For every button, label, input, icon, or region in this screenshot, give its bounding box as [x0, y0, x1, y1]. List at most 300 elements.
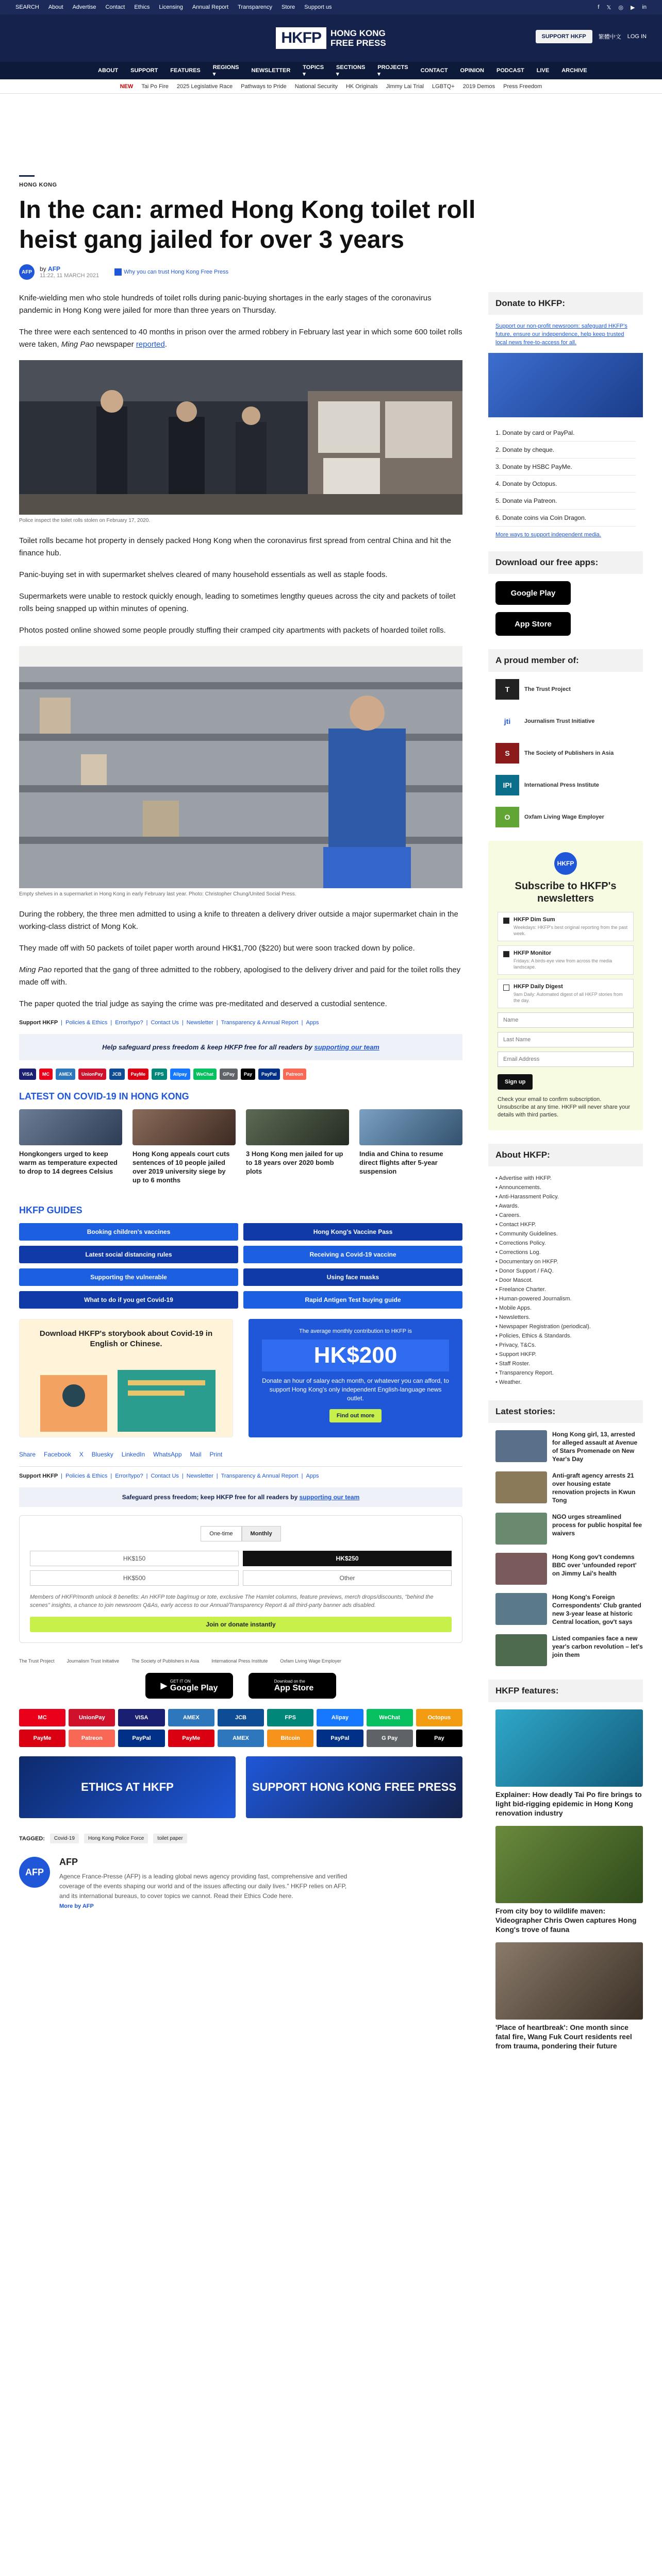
paragraph: The paper quoted the trial judge as saying the crime was pre-meditated and deserved a custodial sentence. [19, 999, 387, 1008]
last-name-input[interactable] [498, 1032, 634, 1047]
support-team-link[interactable]: supporting our team [314, 1043, 379, 1051]
top-link-transparency[interactable]: Transparency [238, 4, 272, 10]
author-box [19, 1857, 462, 1910]
newsletter-title: Subscribe to HKFP's newsletters [515, 880, 617, 904]
police-photo-illustration [19, 360, 462, 515]
publication-name: Ming Pao [19, 965, 52, 974]
newsletter-sub: 9am Daily: Automated digest of all HKFP stories from the day. [514, 992, 623, 1003]
error-typo-link[interactable]: Error/typo? [115, 1473, 143, 1479]
about-link[interactable]: • Documentary on HKFP. [495, 1257, 643, 1266]
youtube-icon[interactable]: ▶ [630, 4, 635, 11]
paypal-logo: PayPal [258, 1069, 280, 1080]
article-body [19, 292, 462, 2064]
latest-stories-widget [488, 1400, 643, 1666]
apps-link[interactable]: Apps [306, 1473, 319, 1479]
covid-section-title[interactable]: LATEST ON COVID-19 IN HONG KONG [19, 1091, 189, 1101]
support-banner[interactable]: SUPPORT HONG KONG FREE PRESS [246, 1756, 462, 1818]
apps-widget [488, 551, 643, 636]
policies-link[interactable]: Policies & Ethics [65, 1473, 108, 1479]
checkbox-checked[interactable] [503, 918, 509, 924]
about-link[interactable]: • Transparency Report. [495, 1368, 643, 1378]
nav-about[interactable]: ABOUT [98, 67, 119, 74]
guide-button[interactable]: Latest social distancing rules [19, 1246, 238, 1263]
publish-date: 11:22, 11 MARCH 2021 [40, 273, 100, 279]
article-columns [19, 292, 643, 2064]
about-link[interactable]: • Support HKFP. [495, 1350, 643, 1359]
apple-pay-logo: Pay [241, 1069, 255, 1080]
member-item[interactable] [495, 679, 643, 700]
nav-topics[interactable]: TOPICS ▾ [303, 64, 324, 77]
share-mail[interactable]: Mail [190, 1451, 202, 1458]
story-thumbnail [359, 1109, 462, 1145]
contact-us-link[interactable]: Contact Us [151, 1020, 179, 1026]
feature-story[interactable] [495, 1826, 643, 1934]
story-thumbnail [133, 1109, 236, 1145]
trending-link[interactable]: Press Freedom [503, 83, 542, 90]
feature-title: Explainer: How deadly Tai Po fire brings to light bid-rigging epidemic in Hong Kong renovation industry [495, 1790, 642, 1817]
top-utility-bar [0, 0, 662, 14]
nav-opinion[interactable]: OPINION [460, 67, 484, 74]
tag-link[interactable]: Covid-19 [50, 1834, 79, 1843]
about-link[interactable]: • Donor Support / FAQ. [495, 1266, 643, 1276]
about-link[interactable]: • Policies, Ethics & Standards. [495, 1331, 643, 1341]
patreon-logo: Patreon [283, 1069, 307, 1080]
find-out-more-button[interactable]: Find out more [329, 1409, 382, 1422]
paypal-logo: PayPal [317, 1730, 363, 1747]
membership-benefits: Members of HKFP/month unlock 8 benefits: An HKFP tote bag/mug or tote, exclusive The Hamlet columns, feature previews, merch drops/discounts, "behind the scenes" insights, a chance to join newsroom Q&As, early access to our Annual/Transparency Report & all third-party banner ads disabled. [30, 1594, 434, 1608]
guide-button[interactable]: Supporting the vulnerable [19, 1268, 238, 1286]
amount-option-selected[interactable]: HK$250 [243, 1551, 452, 1566]
about-link[interactable]: • Privacy, T&Cs. [495, 1341, 643, 1350]
about-link[interactable]: • Newsletters. [495, 1313, 643, 1322]
top-search-link[interactable]: SEARCH [15, 4, 39, 10]
transparency-link[interactable]: Transparency & Annual Report [221, 1473, 299, 1479]
author-box-name[interactable]: AFP [59, 1857, 78, 1867]
story-thumbnail [495, 1553, 547, 1585]
ethics-banner[interactable]: ETHICS AT HKFP [19, 1756, 236, 1818]
newsletter-option[interactable] [498, 945, 634, 975]
visa-logo: VISA [118, 1709, 164, 1726]
author-avatar[interactable]: AFP [19, 264, 35, 280]
latest-story[interactable] [488, 1513, 643, 1545]
oxfam-logo[interactable]: Oxfam Living Wage Employer [280, 1658, 341, 1664]
google-play-icon: ▶ [160, 1682, 167, 1690]
login-link[interactable]: LOG IN [627, 33, 647, 40]
story-title: 3 Hong Kong men jailed for up to 18 years over 2020 bomb plots [246, 1150, 343, 1175]
support-team-link[interactable]: supporting our team [299, 1494, 360, 1501]
share-linkedin[interactable]: LinkedIn [121, 1451, 145, 1458]
donate-option[interactable]: 3. Donate by HSBC PayMe. [495, 459, 636, 476]
paragraph [19, 326, 462, 351]
twitter-icon[interactable]: 𝕏 [606, 4, 611, 11]
language-link[interactable]: 繁體中文 [598, 34, 621, 40]
nav-features[interactable]: FEATURES [170, 67, 201, 74]
author-avatar-large[interactable]: AFP [19, 1857, 50, 1888]
newsletter-name: HKFP Dim Sum [514, 917, 555, 923]
apple-pay-logo: Pay [416, 1730, 462, 1747]
oxfam-icon: O [495, 807, 519, 827]
photo-caption: Police inspect the toilet rolls stolen on February 17, 2020. [19, 518, 151, 523]
jti-icon: jti [504, 717, 511, 725]
proud-member-widget [488, 649, 643, 827]
payme-logo: PayMe [19, 1730, 65, 1747]
alipay-logo: Alipay [170, 1069, 190, 1080]
help-safeguard-box [19, 1034, 462, 1060]
instagram-icon[interactable]: ◎ [618, 4, 623, 11]
covid-story-card[interactable] [359, 1109, 462, 1184]
top-link-store[interactable]: Store [282, 4, 295, 10]
header-actions [536, 30, 647, 43]
guide-button[interactable]: What to do if you get Covid-19 [19, 1291, 238, 1309]
share-facebook[interactable]: Facebook [44, 1451, 71, 1458]
feature-story[interactable] [495, 1709, 643, 1818]
story-thumbnail [495, 1430, 547, 1462]
help-text: Help safeguard press freedom & keep HKFP free for all readers by [102, 1043, 315, 1051]
nav-sections[interactable]: SECTIONS ▾ [336, 64, 366, 77]
support-hkfp-button[interactable]: SUPPORT HKFP [536, 30, 592, 43]
nav-live[interactable]: LIVE [536, 67, 550, 74]
share-whatsapp[interactable]: WhatsApp [153, 1451, 182, 1458]
tag-link[interactable]: Hong Kong Police Force [84, 1834, 148, 1843]
shelves-photo-illustration [19, 646, 462, 888]
story-thumbnail [495, 1593, 547, 1625]
covid-stories [19, 1109, 462, 1184]
story-thumbnail [19, 1109, 122, 1145]
member-logos [19, 1658, 462, 1664]
about-link[interactable]: • Freelance Charter. [495, 1285, 643, 1294]
trending-link[interactable]: HK Originals [345, 83, 378, 90]
visa-logo: VISA [19, 1069, 36, 1080]
tag-link[interactable]: toilet paper [153, 1834, 187, 1843]
payme-logo: PayMe [168, 1730, 214, 1747]
contribution-body: Donate an hour of salary each month, or whatever you can afford, to support Hong Kong's only independent English-language news outlet. [262, 1377, 449, 1402]
trending-link[interactable]: LGBTQ+ [432, 83, 455, 90]
guide-button[interactable]: Receiving a Covid-19 vaccine [243, 1246, 462, 1263]
sopa-logo[interactable]: The Society of Publishers in Asia [131, 1658, 200, 1664]
trending-link[interactable]: Tai Po Fire [141, 83, 169, 90]
member-item[interactable] [495, 711, 643, 732]
top-links [15, 4, 332, 10]
sign-up-button[interactable]: Sign up [498, 1074, 533, 1090]
sidebar-app-store-button[interactable]: App Store [495, 612, 571, 636]
kicker-divider [19, 175, 35, 177]
paragraph-text: The three were each sentenced to 40 months in prison over the armed robbery in February last year in which some 600 toilet rolls were taken, [19, 328, 462, 349]
nav-podcast[interactable]: PODCAST [496, 67, 524, 74]
newsletter-sub: Weekdays: HKFP's best original reporting from the past week. [514, 925, 628, 936]
app-store-label: App Store [274, 1683, 314, 1692]
about-link[interactable]: • Careers. [495, 1211, 643, 1220]
amount-option[interactable]: HK$150 [30, 1551, 239, 1566]
contribution-top: The average monthly contribution to HKFP is [299, 1328, 412, 1334]
top-link-support[interactable]: Support us [304, 4, 332, 10]
patreon-logo: Patreon [69, 1730, 115, 1747]
trust-link[interactable] [114, 268, 228, 276]
newsletter-name: HKFP Monitor [514, 950, 552, 956]
contact-us-link[interactable]: Contact Us [151, 1473, 179, 1479]
monthly-toggle[interactable]: Monthly [242, 1526, 281, 1541]
about-list [488, 1174, 643, 1387]
article-photo-police [19, 360, 462, 515]
donate-widget [488, 292, 643, 538]
amount-option[interactable]: HK$500 [30, 1570, 239, 1586]
newsletter-note: Check your email to confirm subscription. Unsubscribe at any time. HKFP will never share your details with third parties. [498, 1096, 631, 1118]
top-link-contact[interactable]: Contact [105, 4, 125, 10]
about-link[interactable]: • Corrections Log. [495, 1248, 643, 1257]
story-title: Hong Kong girl, 13, arrested for alleged assault at Avenue of Stars Promenade on New Year's Day [552, 1431, 638, 1463]
one-time-toggle[interactable]: One-time [201, 1526, 241, 1541]
support-hkfp-link[interactable]: Support HKFP [19, 1020, 58, 1026]
trending-link[interactable]: Pathways to Pride [241, 83, 287, 90]
guides-grid [19, 1223, 462, 1309]
author-line [40, 265, 99, 273]
about-link[interactable]: • Announcements. [495, 1183, 643, 1192]
latest-story[interactable] [488, 1593, 643, 1626]
paragraph-text: newspaper [94, 340, 136, 349]
app-store-buttons [19, 1673, 462, 1699]
top-link-annual-report[interactable]: Annual Report [192, 4, 229, 10]
donate-text-link[interactable]: Support our non-profit newsroom: safeguard HKFP's future, ensure our independence, help keep trusted local news free-to-access for all. [495, 323, 627, 346]
nav-projects[interactable]: PROJECTS ▾ [377, 64, 408, 77]
about-link[interactable]: • Corrections Policy. [495, 1239, 643, 1248]
google-play-small: GET IT ON [170, 1679, 191, 1684]
about-link[interactable]: • Newspaper Registration (periodical). [495, 1322, 643, 1331]
about-link[interactable]: • Staff Roster. [495, 1359, 643, 1368]
payme-logo: PayMe [128, 1069, 149, 1080]
tagged-label: TAGGED: [19, 1835, 45, 1842]
story-title: NGO urges streamlined process for public hospital fee waivers [552, 1513, 642, 1537]
checkbox-checked[interactable] [503, 951, 509, 957]
trust-project-logo[interactable]: The Trust Project [19, 1658, 55, 1664]
transparency-link[interactable]: Transparency & Annual Report [221, 1020, 299, 1026]
logo-line-1: HONG KONG [330, 28, 386, 38]
feature-story[interactable] [495, 1942, 643, 2050]
about-link[interactable]: • Anti-Harassment Policy. [495, 1192, 643, 1201]
guide-button[interactable]: Hong Kong's Vaccine Pass [243, 1223, 462, 1241]
newsletter-link[interactable]: Newsletter [186, 1020, 213, 1026]
member-name: Oxfam Living Wage Employer [524, 814, 604, 820]
wechat-pay-logo: WeChat [367, 1709, 413, 1726]
nav-archive[interactable]: ARCHIVE [561, 67, 587, 74]
more-by-author-link[interactable]: More by AFP [59, 1903, 94, 1909]
guide-button[interactable]: Booking children's vaccines [19, 1223, 238, 1241]
top-link-advertise[interactable]: Advertise [72, 4, 96, 10]
story-title: Hong Kong's Foreign Correspondents' Club granted new 3-year lease at historic Central location, gov't says [552, 1594, 641, 1625]
about-title: About HKFP: [488, 1144, 643, 1166]
fps-logo: FPS [267, 1709, 313, 1726]
paragraph: Panic-buying set in with supermarket shelves cleared of many household essentials as well as staple foods. [19, 570, 388, 579]
story-thumbnail [246, 1109, 349, 1145]
member-name: Journalism Trust Initiative [524, 718, 595, 724]
sidebar-google-play-button[interactable]: Google Play [495, 581, 571, 605]
app-store-button[interactable] [249, 1673, 336, 1699]
about-link[interactable]: • Door Mascot. [495, 1276, 643, 1285]
newsletter-option[interactable] [498, 979, 634, 1008]
latest-story[interactable] [488, 1634, 643, 1666]
trending-link[interactable]: National Security [294, 83, 338, 90]
trust-project-icon: T [495, 679, 519, 700]
newsletter-name: HKFP Daily Digest [514, 984, 563, 990]
unionpay-logo: UnionPay [69, 1709, 115, 1726]
latest-story[interactable] [488, 1430, 643, 1463]
donate-title: Donate to HKFP: [488, 292, 643, 315]
contribution-amount: HK$200 [262, 1340, 449, 1371]
donate-option[interactable]: 1. Donate by card or PayPal. [495, 425, 636, 442]
article-category[interactable]: HONG KONG [19, 182, 57, 188]
sopa-icon: S [495, 743, 519, 764]
feature-title: 'Place of heartbreak': One month since fatal fire, Wang Fuk Court residents reel from trauma, pondering their future [495, 2023, 632, 2050]
ipi-logo[interactable]: International Press Institute [211, 1658, 268, 1664]
about-link[interactable]: • Community Guidelines. [495, 1229, 643, 1239]
nav-contact[interactable]: CONTACT [420, 67, 448, 74]
top-link-licensing[interactable]: Licensing [159, 4, 183, 10]
facebook-icon[interactable]: f [598, 4, 600, 10]
nav-support[interactable]: SUPPORT [130, 67, 158, 74]
first-name-input[interactable] [498, 1012, 634, 1028]
fps-logo: FPS [152, 1069, 167, 1080]
safeguard-text: Safeguard press freedom; keep HKFP free for all readers by [122, 1494, 300, 1501]
nav-regions[interactable]: REGIONS ▾ [212, 64, 239, 77]
apps-title: Download our free apps: [488, 551, 643, 574]
donate-option[interactable]: 5. Donate via Patreon. [495, 493, 636, 510]
trust-link-label: Why you can trust Hong Kong Free Press [124, 269, 229, 275]
amex-logo: AMEX [168, 1709, 214, 1726]
about-link[interactable]: • Awards. [495, 1201, 643, 1211]
member-item[interactable] [495, 807, 643, 827]
email-input[interactable] [498, 1052, 634, 1067]
linkedin-icon[interactable]: in [642, 4, 647, 10]
story-thumbnail [495, 1471, 547, 1503]
feature-title: From city boy to wildlife maven: Videographer Chris Owen captures Hong Kong's trove of fauna [495, 1907, 637, 1934]
member-item[interactable] [495, 743, 643, 764]
site-logo[interactable] [276, 27, 386, 49]
about-link[interactable]: • Weather. [495, 1378, 643, 1387]
share-bluesky[interactable]: Bluesky [91, 1451, 113, 1458]
donate-option[interactable]: 4. Donate by Octopus. [495, 476, 636, 493]
latest-story[interactable] [488, 1553, 643, 1585]
share-x[interactable]: X [79, 1451, 84, 1458]
octopus-logo: Octopus [416, 1709, 462, 1726]
about-link[interactable]: • Human-powered Journalism. [495, 1294, 643, 1303]
guide-button[interactable]: Using face masks [243, 1268, 462, 1286]
donate-option[interactable]: 2. Donate by cheque. [495, 442, 636, 459]
policies-link[interactable]: Policies & Ethics [65, 1020, 108, 1026]
donate-options [488, 425, 643, 538]
photo-caption: Empty shelves in a supermarket in Hong Kong in early February last year. Photo: Christopher Chung/United Social Press. [19, 891, 296, 897]
checkbox-unchecked[interactable] [503, 985, 509, 991]
mastercard-logo: MC [39, 1069, 53, 1080]
top-link-ethics[interactable]: Ethics [134, 4, 150, 10]
new-label: NEW [120, 83, 134, 90]
join-donate-button[interactable]: Join or donate instantly [30, 1617, 452, 1632]
member-item[interactable] [495, 775, 643, 795]
author-box-description: Agence France-Presse (AFP) is a leading global news agency providing fast, comprehensive and verified coverage of the events shaping our world and of the issues affecting our daily lives." HKFP relies on AFP, and its international bureaus, to cover topics we cannot. Read their Ethics Code here. [59, 1873, 347, 1900]
support-hkfp-link[interactable]: Support HKFP [19, 1473, 58, 1479]
app-store-small: Download on the [274, 1679, 305, 1684]
donate-image [488, 353, 643, 417]
covid-story-card[interactable] [246, 1109, 349, 1184]
contribution-promo[interactable] [249, 1319, 462, 1437]
promo-row [19, 1319, 462, 1437]
nav-newsletter[interactable]: NEWSLETTER [251, 67, 291, 74]
amex-logo: AMEX [218, 1730, 264, 1747]
proud-title: A proud member of: [488, 649, 643, 672]
mastercard-logo: MC [19, 1709, 65, 1726]
paragraph: Supermarkets were unable to restock quickly enough, leading to sometimes lengthy queues across the city and packets of toilet rolls being snapped up within minutes of opening. [19, 592, 456, 613]
support-links-row-2: Support HKFP | Policies & Ethics | Error/typo? | Contact Us | Newsletter | Transparency & Annual Report | Apps [19, 1466, 462, 1479]
share-print[interactable]: Print [209, 1451, 223, 1458]
apps-link[interactable]: Apps [306, 1020, 319, 1026]
donate-option[interactable]: 6. Donate coins via Coin Dragon. [495, 510, 636, 527]
member-name: The Trust Project [524, 686, 571, 692]
trending-bar [0, 79, 662, 94]
story-title: Hong Kong appeals court cuts sentences of 10 people jailed over 2019 university siege by up to 6 months [133, 1150, 230, 1184]
newsletter-sub: Fridays: A birds-eye view from across the media landscape. [514, 958, 613, 970]
newsletter-option[interactable] [498, 912, 634, 941]
article-photo-shelves [19, 646, 462, 888]
about-link[interactable]: • Contact HKFP. [495, 1220, 643, 1229]
latest-story[interactable] [488, 1471, 643, 1504]
covid-story-card[interactable] [133, 1109, 236, 1184]
amount-option-other[interactable]: Other [243, 1570, 452, 1586]
feature-thumbnail [495, 1709, 643, 1787]
error-typo-link[interactable]: Error/typo? [115, 1020, 143, 1026]
site-header [0, 14, 662, 62]
alipay-logo: Alipay [317, 1709, 363, 1726]
publication-name: Ming Pao [61, 340, 94, 349]
covid-story-card[interactable] [19, 1109, 122, 1184]
sidebar [488, 292, 643, 2064]
storybook-promo[interactable] [19, 1319, 233, 1437]
top-link-about[interactable]: About [48, 4, 63, 10]
logo-name [330, 28, 386, 48]
story-thumbnail [495, 1634, 547, 1666]
google-play-button[interactable] [145, 1673, 233, 1699]
feature-thumbnail [495, 1826, 643, 1903]
social-icons [598, 4, 647, 11]
amount-options [30, 1551, 452, 1586]
jti-logo[interactable]: Journalism Trust Initiative [67, 1658, 120, 1664]
newsletter-widget [488, 841, 643, 1130]
ipi-icon: IPI [495, 775, 519, 795]
trending-link[interactable]: 2019 Demos [462, 83, 495, 90]
paypal-logo: PayPal [118, 1730, 164, 1747]
member-name: International Press Institute [524, 782, 599, 788]
page-content [19, 175, 643, 2064]
jcb-logo: JCB [218, 1709, 264, 1726]
trending-link[interactable]: Jimmy Lai Trial [386, 83, 424, 90]
about-link[interactable]: • Mobile Apps. [495, 1303, 643, 1313]
logo-line-2: FREE PRESS [330, 38, 386, 48]
newsletter-logo: HKFP [554, 852, 577, 875]
author-name[interactable]: AFP [48, 265, 61, 273]
about-link[interactable]: • Advertise with HKFP. [495, 1174, 643, 1183]
trending-link[interactable]: 2025 Legislative Race [176, 83, 233, 90]
source-link[interactable]: reported [136, 340, 165, 349]
wechat-pay-logo: WeChat [193, 1069, 217, 1080]
paragraph: They made off with 50 packets of toilet paper worth around HK$1,700 ($220) but were soon tracked down by police. [19, 944, 415, 953]
jcb-logo: JCB [109, 1069, 125, 1080]
story-title: Hongkongers urged to keep warm as temperature expected to drop to 14 degrees Celsius [19, 1150, 118, 1175]
newsletter-link[interactable]: Newsletter [186, 1473, 213, 1479]
paragraph-text: reported that the gang of three admitted to the robbery, apologised to the delivery driver and paid for the toilet rolls they made off with. [19, 965, 461, 987]
more-ways-link[interactable]: More ways to support independent media. [495, 532, 601, 538]
guide-button[interactable]: Rapid Antigen Test buying guide [243, 1291, 462, 1309]
story-title: India and China to resume direct flights after 5-year suspension [359, 1150, 443, 1175]
share-bar [19, 1451, 462, 1458]
guides-section-title[interactable]: HKFP GUIDES [19, 1205, 82, 1215]
frequency-toggle [30, 1526, 452, 1541]
share-label[interactable]: Share [19, 1451, 36, 1458]
